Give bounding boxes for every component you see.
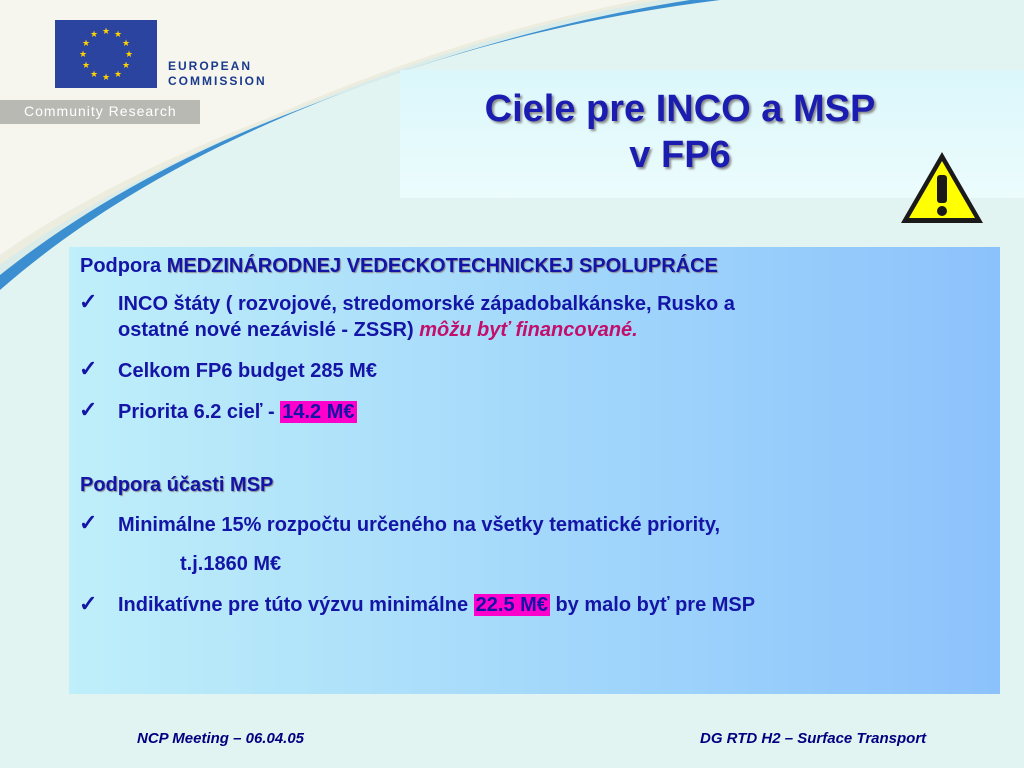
section1-heading [80,254,718,278]
indicative-amount-highlight: 22.5 M€ [475,594,548,616]
svg-text:★: ★ [89,70,99,80]
logo-wordmark [168,59,267,89]
section1-heading-a: Podpora [80,255,162,277]
bullet-indicative-text-a: Indikatívne pre túto výzvu minimálne [118,594,469,616]
footer-left: NCP Meeting – 06.04.05 [137,730,305,747]
section2-heading: Podpora účasti MSP [80,474,274,496]
bullet-minimum-line2: t.j.1860 M€ [180,553,282,575]
svg-text:★: ★ [113,30,123,40]
warning-triangle-icon [897,147,987,227]
svg-text:★: ★ [121,39,131,49]
check-icon: ✓ [79,591,98,616]
check-icon: ✓ [79,510,98,535]
bullet-inco-line2-a: ostatné nové nezávislé - ZSSR) [118,319,414,341]
svg-text:★: ★ [81,39,91,49]
bullet-inco-line1: INCO štáty ( rozvojové, stredomorské západobalkánske, Rusko a [118,293,735,315]
svg-text:★: ★ [101,27,111,37]
community-research-label: Community Research [24,103,177,119]
title-line-2: v FP6 [629,134,731,176]
svg-text:★: ★ [113,70,123,80]
footer-right: DG RTD H2 – Surface Transport [700,730,927,747]
svg-text:★: ★ [81,61,91,71]
bullet-indicative-text-b: by malo byť pre MSP [555,594,756,616]
bullet-indicative [118,593,755,617]
check-icon: ✓ [79,289,98,314]
svg-text:★: ★ [89,30,99,40]
priority-amount-highlight: 14.2 M€ [282,401,355,423]
logo-line-1: EUROPEAN [168,59,253,73]
slide-title [420,86,940,178]
bullet-minimum: Minimálne 15% rozpočtu určeného na všetky tematické priority, [118,514,721,536]
eu-flag-icon [55,20,157,88]
title-line-1: Ciele pre INCO a MSP [484,88,876,130]
bullet-priority [118,400,357,424]
bullet-inco-line2 [118,318,638,342]
check-icon: ✓ [79,356,98,381]
bullet-budget: Celkom FP6 budget 285 M€ [118,360,377,382]
section1-heading-b: MEDZINÁRODNEJ VEDECKOTECHNICKEJ SPOLUPRÁCE [166,255,718,277]
svg-text:★: ★ [101,73,111,83]
bullet-priority-text: Priorita 6.2 cieľ - [118,401,275,423]
bullet-inco-emphasis: môžu byť financované. [419,319,638,341]
svg-text:★: ★ [78,50,88,60]
logo-line-2: COMMISSION [168,74,267,88]
check-icon: ✓ [79,397,98,422]
svg-text:★: ★ [124,50,134,60]
svg-text:★: ★ [121,61,131,71]
